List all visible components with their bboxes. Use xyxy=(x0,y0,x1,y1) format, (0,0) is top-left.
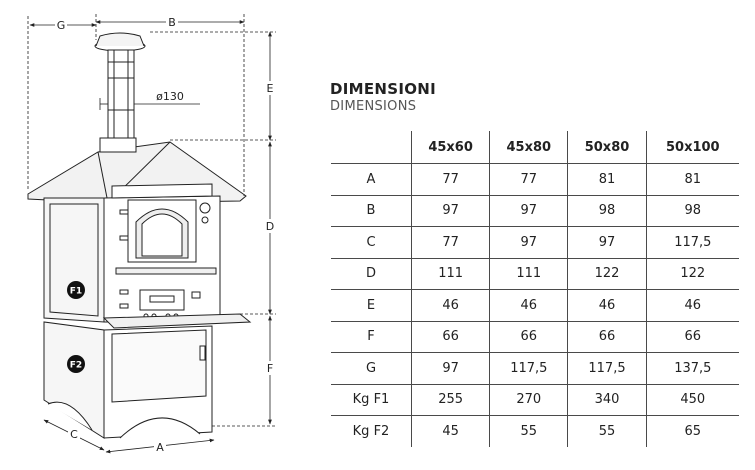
column-header xyxy=(331,131,412,164)
table-cell: 122 xyxy=(568,258,646,290)
table-cell: 97 xyxy=(412,195,490,227)
table-row xyxy=(331,227,739,259)
chimney xyxy=(95,33,145,142)
badge-f2 xyxy=(67,355,85,373)
row-label: A xyxy=(331,164,412,196)
table-row xyxy=(331,353,739,385)
table-cell: 46 xyxy=(646,290,739,322)
dim-label-f: F xyxy=(266,362,274,375)
row-label: E xyxy=(331,290,412,322)
column-header: 50x100 xyxy=(646,131,739,164)
table-cell: 81 xyxy=(646,164,739,196)
table-cell: 117,5 xyxy=(646,227,739,259)
dimensions-table xyxy=(331,131,739,447)
table-cell: 98 xyxy=(568,195,646,227)
table-cell: 46 xyxy=(568,290,646,322)
table-cell: 45 xyxy=(412,416,490,447)
table-row xyxy=(331,164,739,196)
table-cell: 270 xyxy=(490,384,568,416)
table-cell: 77 xyxy=(490,164,568,196)
table-cell: 97 xyxy=(490,195,568,227)
table-cell: 255 xyxy=(412,384,490,416)
table-cell: 66 xyxy=(646,321,739,353)
table-cell: 46 xyxy=(412,290,490,322)
table-cell: 66 xyxy=(412,321,490,353)
row-label: F xyxy=(331,321,412,353)
table-cell: 340 xyxy=(568,384,646,416)
dim-label-d: D xyxy=(265,220,275,233)
dim-label-g: G xyxy=(56,19,66,32)
table-cell: 117,5 xyxy=(490,353,568,385)
table-cell: 81 xyxy=(568,164,646,196)
table-cell: 97 xyxy=(568,227,646,259)
table-cell: 55 xyxy=(568,416,646,447)
dim-label-b: B xyxy=(168,16,176,29)
table-cell: 117,5 xyxy=(568,353,646,385)
column-header: 45x60 xyxy=(412,131,490,164)
upper-body xyxy=(44,184,250,328)
table-row xyxy=(331,195,739,227)
table-cell: 98 xyxy=(646,195,739,227)
table-row xyxy=(331,416,739,447)
heading-subtitle: DIMENSIONS xyxy=(330,99,417,114)
lower-cabinet xyxy=(44,322,212,438)
column-header: 45x80 xyxy=(490,131,568,164)
table-row xyxy=(331,384,739,416)
column-header: 50x80 xyxy=(568,131,646,164)
table-cell: 97 xyxy=(412,353,490,385)
table-cell: 137,5 xyxy=(646,353,739,385)
heading-title: DIMENSIONI xyxy=(330,80,437,98)
badge-f1-label: F1 xyxy=(69,286,83,297)
table-cell: 97 xyxy=(490,227,568,259)
row-label: G xyxy=(331,353,412,385)
table-cell: 77 xyxy=(412,227,490,259)
table-cell: 66 xyxy=(490,321,568,353)
table-cell: 111 xyxy=(412,258,490,290)
dim-label-diameter: ø130 xyxy=(156,90,184,103)
table-cell: 111 xyxy=(490,258,568,290)
row-label: Kg F1 xyxy=(331,384,412,416)
table-header-row xyxy=(331,131,739,164)
table-cell: 55 xyxy=(490,416,568,447)
row-label: B xyxy=(331,195,412,227)
table-row xyxy=(331,258,739,290)
table-cell: 66 xyxy=(568,321,646,353)
dim-label-a: A xyxy=(156,441,164,454)
table-cell: 46 xyxy=(490,290,568,322)
dimensions-heading xyxy=(330,80,436,114)
dim-label-e: E xyxy=(266,82,274,95)
table-cell: 77 xyxy=(412,164,490,196)
badge-f1 xyxy=(67,281,85,299)
row-label: D xyxy=(331,258,412,290)
table-cell: 450 xyxy=(646,384,739,416)
oven-technical-drawing xyxy=(0,0,300,470)
table-cell: 65 xyxy=(646,416,739,447)
table-row xyxy=(331,321,739,353)
badge-f2-label: F2 xyxy=(69,360,83,371)
table-row xyxy=(331,290,739,322)
row-label: Kg F2 xyxy=(331,416,412,447)
dim-label-c: C xyxy=(70,428,78,441)
row-label: C xyxy=(331,227,412,259)
table-cell: 122 xyxy=(646,258,739,290)
